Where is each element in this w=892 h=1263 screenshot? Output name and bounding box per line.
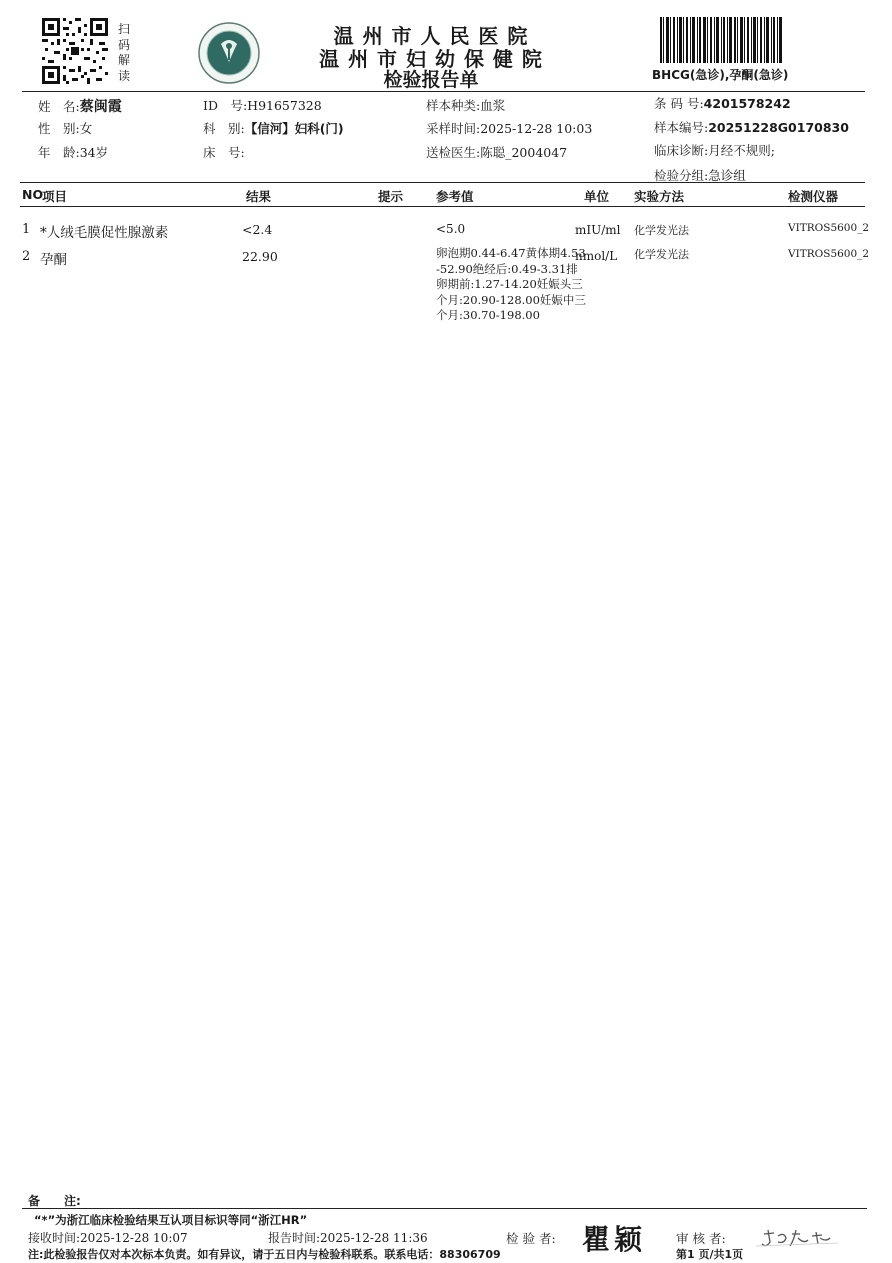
patient-gender-label: 性 别: bbox=[38, 121, 80, 136]
patient-id-label: ID 号: bbox=[203, 98, 248, 113]
header-divider bbox=[22, 91, 865, 92]
report-time-field bbox=[268, 1229, 428, 1246]
qr-code bbox=[42, 18, 108, 84]
barcode-number-label: 条 码 号: bbox=[654, 96, 704, 111]
sample-time-label: 采样时间: bbox=[426, 121, 481, 136]
disclaimer: 注:此检验报告仅对本次标本负责。如有异议，请于五日内与检验科联系。联系电话：88306709 bbox=[28, 1248, 501, 1261]
patient-gender: 女 bbox=[79, 121, 93, 136]
sample-number: 20251228G0170830 bbox=[708, 120, 849, 135]
row-no: 2 bbox=[22, 249, 31, 264]
col-result: 结果 bbox=[246, 189, 272, 204]
col-hint: 提示 bbox=[378, 189, 404, 204]
doctor-field bbox=[426, 143, 567, 161]
patient-name-label: 姓 名: bbox=[38, 99, 80, 114]
sample-type-field bbox=[426, 96, 505, 114]
sample-time: 2025-12-28 10:03 bbox=[480, 121, 593, 136]
department-field bbox=[203, 119, 344, 137]
row-method: 化学发光法 bbox=[634, 224, 689, 237]
col-unit: 单位 bbox=[584, 189, 610, 204]
patient-age-field bbox=[38, 143, 108, 161]
barcode-image bbox=[660, 17, 782, 63]
sample-number-label: 样本编号: bbox=[654, 120, 709, 135]
page-info: 第1 页/共1页 bbox=[676, 1248, 744, 1261]
bed-label: 床 号: bbox=[203, 145, 245, 160]
patient-age-label: 年 龄: bbox=[38, 145, 80, 160]
row-item: 孕酮 bbox=[40, 252, 67, 268]
sample-type-label: 样本种类: bbox=[426, 98, 481, 113]
row-reference: 卵泡期0.44-6.47黄体期4.53-52.90绝经后:0.49-3.31排卵期前:1.27-14.20妊娠头三个月:20.90-128.00妊娠中三个月:30.70-198.00 bbox=[436, 246, 586, 322]
tester-signature: 瞿颖 bbox=[582, 1223, 647, 1256]
test-items-label: BHCG(急诊),孕酮(急诊) bbox=[652, 68, 789, 82]
scan-hint: 扫码解读 bbox=[118, 22, 131, 83]
reviewer-signature-image bbox=[748, 1226, 844, 1252]
receive-time-field bbox=[28, 1229, 188, 1246]
row-method: 化学发光法 bbox=[634, 248, 689, 261]
hospital-name-1: 温 州 市 人 民 医 院 bbox=[333, 24, 529, 48]
department: 【信河】妇科(门) bbox=[244, 121, 344, 136]
barcode-number-field bbox=[654, 94, 791, 112]
row-no: 1 bbox=[22, 222, 31, 237]
patient-id-field bbox=[203, 96, 322, 114]
doctor-label: 送检医生: bbox=[426, 145, 481, 160]
report-time-label: 报告时间: bbox=[268, 1231, 321, 1245]
patient-name-field bbox=[38, 96, 122, 116]
sample-number-field bbox=[654, 118, 849, 136]
col-reference: 参考值 bbox=[436, 189, 474, 204]
department-label: 科 别: bbox=[203, 121, 245, 136]
row-reference: <5.0 bbox=[436, 222, 466, 236]
row-instrument: VITROS5600_2 bbox=[788, 248, 870, 260]
row-instrument: VITROS5600_2 bbox=[788, 222, 870, 234]
report-time: 2025-12-28 11:36 bbox=[320, 1231, 428, 1245]
doctor: 陈聪_2004047 bbox=[480, 145, 568, 160]
sample-time-field bbox=[426, 119, 592, 137]
receive-time: 2025-12-28 10:07 bbox=[80, 1231, 188, 1245]
row-unit: mIU/ml bbox=[575, 223, 621, 237]
remark-label: 备 注: bbox=[28, 1194, 81, 1208]
patient-age: 34岁 bbox=[79, 145, 109, 160]
footer-divider bbox=[22, 1208, 867, 1209]
col-method: 实验方法 bbox=[634, 189, 685, 204]
sample-type: 血浆 bbox=[480, 98, 506, 113]
receive-time-label: 接收时间: bbox=[28, 1231, 81, 1245]
col-item: 项目 bbox=[42, 189, 68, 204]
test-group: 急诊组 bbox=[708, 168, 746, 183]
row-item: *人绒毛膜促性腺激素 bbox=[40, 225, 169, 241]
row-unit: nmol/L bbox=[575, 249, 618, 263]
hospital-logo-icon bbox=[197, 22, 261, 84]
row-result: <2.4 bbox=[242, 222, 273, 237]
table-header-divider bbox=[20, 206, 865, 207]
col-instrument: 检测仪器 bbox=[788, 189, 839, 204]
diagnosis-field bbox=[654, 141, 775, 159]
report-title: 检验报告单 bbox=[383, 69, 479, 91]
hr-note: “*”为浙江临床检验结果互认项目标识等同“浙江HR” bbox=[34, 1213, 308, 1227]
barcode-number: 4201578242 bbox=[703, 96, 791, 111]
test-group-label: 检验分组: bbox=[654, 168, 709, 183]
tester-label: 检 验 者: bbox=[506, 1231, 556, 1246]
bed-field bbox=[203, 143, 245, 161]
patient-id: H91657328 bbox=[247, 98, 322, 113]
col-no: NO bbox=[22, 187, 44, 202]
diagnosis: 月经不规则; bbox=[708, 143, 775, 158]
patient-gender-field bbox=[38, 119, 92, 137]
reviewer-label: 审 核 者: bbox=[676, 1231, 726, 1246]
patient-name: 蔡闽霞 bbox=[79, 99, 122, 115]
diagnosis-label: 临床诊断: bbox=[654, 143, 709, 158]
row-result: 22.90 bbox=[242, 249, 278, 264]
hospital-name-2: 温 州 市 妇 幼 保 健 院 bbox=[319, 47, 543, 71]
table-top-divider bbox=[20, 182, 865, 183]
